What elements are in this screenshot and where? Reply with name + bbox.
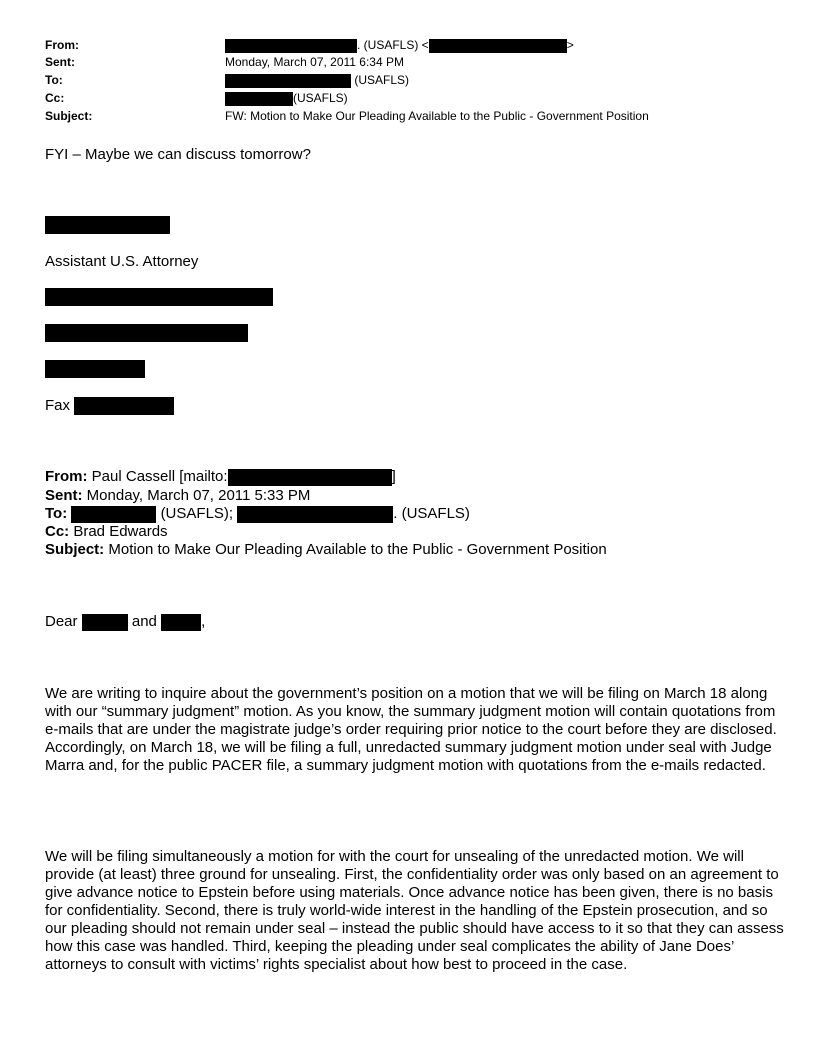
fwd-to-label: To:	[45, 505, 68, 522]
header-from-value	[225, 36, 574, 54]
redaction	[225, 74, 351, 88]
fwd-sent-label: Sent:	[45, 487, 83, 504]
fwd-subject-line	[45, 541, 607, 559]
fwd-subject-label: Subject:	[45, 541, 105, 558]
intro-text: FYI – Maybe we can discuss tomorrow?	[45, 146, 311, 163]
header-to-value	[225, 71, 409, 89]
fwd-sent-value: Monday, March 07, 2011 5:33 PM	[86, 487, 311, 504]
header-subject-label: Subject:	[45, 109, 93, 123]
fwd-from-line	[45, 468, 396, 486]
greeting-and: and	[131, 613, 157, 630]
header-from-suffix: . (USAFLS) <	[357, 38, 429, 52]
body-paragraph-1: We are writing to inquire about the government’s position on a motion that we will be filing on March 18 along with our “summary judgment” motion. As you know, the summary judgment motion will contain quotations from e-mails that are under the magistrate judge’s order requiring prior notice to the court before they are disclosed. Accordingly, on March 18, we will be filing a full, unredacted summary judgment motion under seal with Judge Marra and, for the public PACER file, a summary judgment motion with quotations from the e-mails redacted.	[45, 685, 777, 774]
fwd-sent-line	[45, 487, 310, 505]
redaction	[74, 397, 174, 415]
signature-address-redaction	[45, 324, 248, 342]
fwd-to-line	[45, 505, 470, 523]
fwd-to-end: . (USAFLS)	[393, 505, 470, 522]
greeting-dear: Dear	[45, 613, 78, 630]
header-sent-value: Monday, March 07, 2011 6:34 PM	[225, 55, 404, 69]
fax-label: Fax	[45, 397, 71, 414]
signature-title: Assistant U.S. Attorney	[45, 253, 199, 270]
fwd-to-mid: (USAFLS);	[160, 505, 234, 522]
fwd-subject-value: Motion to Make Our Pleading Available to the Public - Government Position	[108, 541, 607, 558]
header-from-close: >	[566, 38, 574, 52]
signature-phone-redaction	[45, 360, 145, 378]
fwd-cc-line	[45, 523, 168, 541]
header-from-label: From:	[45, 38, 79, 52]
header-cc-label: Cc:	[45, 91, 65, 105]
signature-address-redaction	[45, 288, 273, 306]
redaction	[161, 614, 201, 631]
header-subject-value: FW: Motion to Make Our Pleading Available to the Public - Government Position	[225, 109, 649, 123]
header-sent-label: Sent:	[45, 55, 75, 69]
fwd-cc-label: Cc:	[45, 523, 70, 540]
redaction	[237, 506, 393, 523]
redaction	[225, 39, 357, 53]
body-paragraph-2: We will be filing simultaneously a motion for with the court for unsealing of the unredacted motion. We will provide (at least) three ground for unsealing. First, the confidentiality order was only based on an agreement to give advance notice to Epstein before using materials. Once advance notice has been given, there is no basis for confidentiality. Second, there is truly world-wide interest in the handling of the Epstein prosecution, and so our pleading should not remain under seal – instead the public should have access to it so that they can assess how this case was handled. Third, keeping the pleading under seal complicates the ability of Jane Does’ attorneys to consult with victims’ rights specialist about how best to proceed in the case.	[45, 848, 784, 973]
greeting	[45, 613, 205, 631]
redaction	[82, 614, 128, 631]
signature-name-redaction	[45, 216, 170, 234]
fwd-from-label: From:	[45, 468, 88, 485]
fwd-from-value: Paul Cassell [mailto:	[91, 468, 228, 485]
redaction	[228, 469, 392, 486]
redaction	[71, 506, 156, 523]
header-cc-suffix: (USAFLS)	[293, 91, 348, 105]
header-to-label: To:	[45, 73, 63, 87]
fwd-cc-value: Brad Edwards	[73, 523, 168, 540]
redaction	[225, 92, 293, 106]
redaction	[429, 39, 567, 53]
fwd-from-close: ]	[391, 468, 396, 485]
header-cc-value	[225, 89, 348, 107]
header-to-suffix: (USAFLS)	[354, 73, 410, 87]
signature-fax	[45, 397, 174, 415]
greeting-comma: ,	[201, 613, 206, 630]
